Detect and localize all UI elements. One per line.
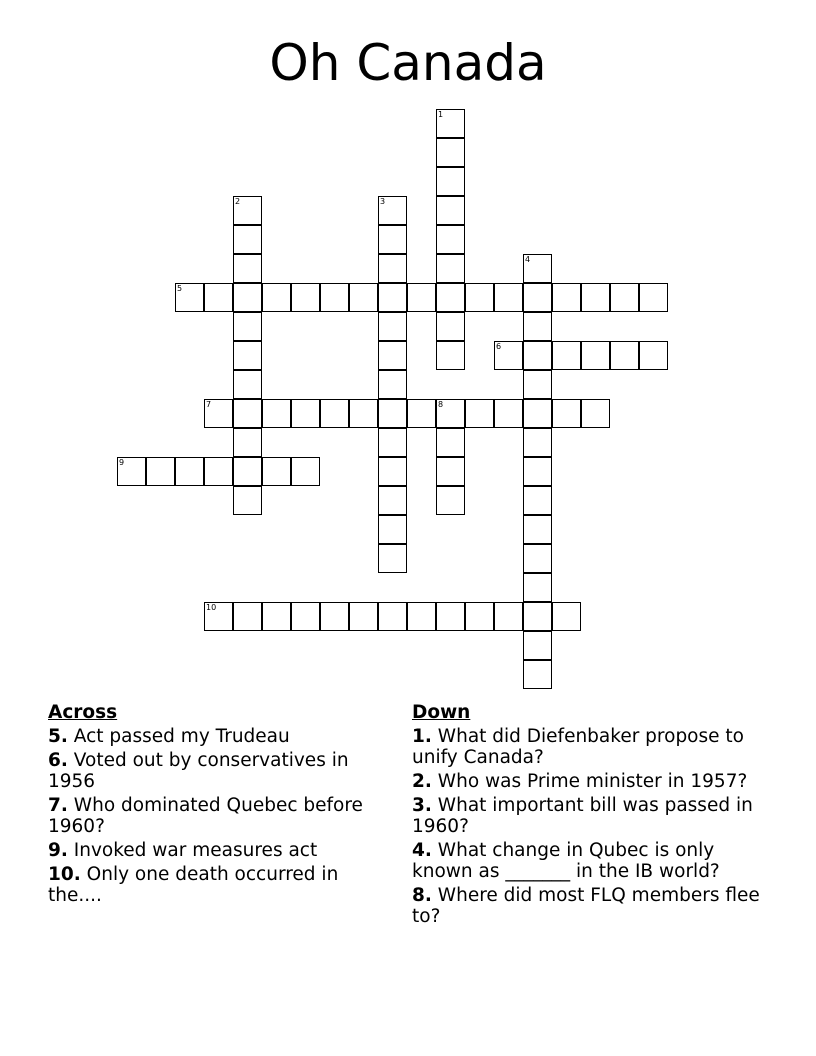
grid-cell[interactable] [262,602,291,631]
clue-across-6 [48,750,388,792]
grid-cell[interactable] [436,138,465,167]
clue-number: 10. [48,864,81,885]
grid-cell[interactable] [581,341,610,370]
clue-number: 6. [48,750,68,771]
clue-number: 1. [412,726,432,747]
grid-cell[interactable] [407,399,436,428]
clue-text: Invoked war measures act [73,840,318,861]
grid-cell[interactable] [494,283,523,312]
grid-cell[interactable] [175,457,204,486]
grid-cell[interactable] [436,312,465,341]
down-heading: Down [412,702,471,723]
clue-number: 5. [48,726,68,747]
grid-cell[interactable] [378,428,407,457]
grid-cell[interactable] [262,457,291,486]
grid-cell[interactable] [233,312,262,341]
clue-text: Only one death occurred in the.... [48,864,339,906]
grid-cell[interactable] [610,283,639,312]
grid-cell[interactable] [523,660,552,689]
grid-cell[interactable] [523,399,552,428]
grid-cell[interactable] [523,515,552,544]
grid-cell[interactable] [320,399,349,428]
grid-cell[interactable] [204,283,233,312]
grid-cell[interactable] [291,283,320,312]
across-clues [48,702,388,909]
grid-cell[interactable] [407,283,436,312]
cell-number: 7 [206,400,212,409]
cell-number: 2 [235,197,241,206]
grid-cell[interactable] [262,399,291,428]
cell-number: 5 [177,284,183,293]
grid-cell[interactable] [378,515,407,544]
grid-cell[interactable] [639,341,668,370]
grid-cell[interactable] [378,370,407,399]
grid-cell[interactable] [378,602,407,631]
grid-cell[interactable] [436,254,465,283]
grid-cell[interactable] [436,167,465,196]
clue-text: Where did most FLQ members flee to? [412,885,760,927]
clue-text: What important bill was passed in 1960? [412,795,753,837]
grid-cell[interactable] [436,486,465,515]
grid-cell[interactable] [552,341,581,370]
grid-cell[interactable] [523,602,552,631]
grid-cell[interactable] [523,254,552,283]
clue-across-9 [48,840,388,861]
grid-cell[interactable] [233,428,262,457]
clue-number: 7. [48,795,68,816]
grid-cell[interactable] [175,283,204,312]
grid-cell[interactable] [436,341,465,370]
clue-text: Who dominated Quebec before 1960? [48,795,363,837]
grid-cell[interactable] [436,428,465,457]
clue-text: Who was Prime minister in 1957? [437,771,748,792]
clue-down-2 [412,771,762,792]
grid-cell[interactable] [146,457,175,486]
grid-cell[interactable] [465,399,494,428]
cell-number: 9 [119,458,125,467]
clue-down-3 [412,795,762,837]
cell-number: 6 [496,342,502,351]
grid-cell[interactable] [349,399,378,428]
grid-cell[interactable] [407,602,436,631]
grid-cell[interactable] [378,399,407,428]
grid-cell[interactable] [233,225,262,254]
grid-cell[interactable] [233,602,262,631]
grid-cell[interactable] [436,399,465,428]
clue-down-8 [412,885,762,927]
grid-cell[interactable] [552,399,581,428]
cell-number: 4 [525,255,531,264]
grid-cell[interactable] [291,602,320,631]
grid-cell[interactable] [378,225,407,254]
grid-cell[interactable] [523,312,552,341]
grid-cell[interactable] [233,486,262,515]
across-heading: Across [48,702,118,723]
grid-cell[interactable] [378,486,407,515]
cell-number: 8 [438,400,444,409]
grid-cell[interactable] [349,283,378,312]
grid-cell[interactable] [436,109,465,138]
grid-cell[interactable] [523,486,552,515]
clue-number: 2. [412,771,432,792]
grid-cell[interactable] [233,399,262,428]
grid-cell[interactable] [465,602,494,631]
cell-number: 10 [206,603,217,612]
grid-cell[interactable] [204,399,233,428]
grid-cell[interactable] [581,399,610,428]
grid-cell[interactable] [523,283,552,312]
grid-cell[interactable] [523,573,552,602]
grid-cell[interactable] [233,370,262,399]
grid-cell[interactable] [610,341,639,370]
grid-cell[interactable] [233,341,262,370]
clue-across-7 [48,795,388,837]
grid-cell[interactable] [320,602,349,631]
grid-cell[interactable] [204,457,233,486]
grid-cell[interactable] [378,283,407,312]
grid-cell[interactable] [436,283,465,312]
clue-across-5 [48,726,388,747]
grid-cell[interactable] [262,283,291,312]
grid-cell[interactable] [436,457,465,486]
grid-cell[interactable] [523,457,552,486]
grid-cell[interactable] [436,225,465,254]
grid-cell[interactable] [523,341,552,370]
grid-cell[interactable] [233,457,262,486]
cell-number: 1 [438,110,444,119]
grid-cell[interactable] [378,544,407,573]
grid-cell[interactable] [639,283,668,312]
grid-cell[interactable] [204,602,233,631]
cell-number: 3 [380,197,386,206]
grid-cell[interactable] [523,428,552,457]
grid-cell[interactable] [378,254,407,283]
grid-cell[interactable] [378,457,407,486]
clue-down-4 [412,840,762,882]
grid-cell[interactable] [523,370,552,399]
clue-down-1 [412,726,762,768]
grid-cell[interactable] [581,283,610,312]
grid-cell[interactable] [291,457,320,486]
clue-text: Act passed my Trudeau [73,726,290,747]
grid-cell[interactable] [552,283,581,312]
grid-cell[interactable] [117,457,146,486]
grid-cell[interactable] [465,283,494,312]
grid-cell[interactable] [320,283,349,312]
grid-cell[interactable] [523,544,552,573]
grid-cell[interactable] [291,399,320,428]
clue-number: 9. [48,840,68,861]
grid-cell[interactable] [494,399,523,428]
puzzle-title: Oh Canada [269,34,547,92]
grid-cell[interactable] [436,196,465,225]
grid-cell[interactable] [349,602,378,631]
grid-cell[interactable] [494,341,523,370]
grid-cell[interactable] [233,254,262,283]
grid-cell[interactable] [378,312,407,341]
clue-number: 8. [412,885,432,906]
grid-cell[interactable] [233,283,262,312]
down-clues [412,702,762,930]
grid-cell[interactable] [494,602,523,631]
grid-cell[interactable] [523,631,552,660]
clue-across-10 [48,864,388,906]
clue-text: Voted out by conservatives in 1956 [48,750,349,792]
clue-number: 4. [412,840,432,861]
grid-cell[interactable] [552,602,581,631]
clue-number: 3. [412,795,432,816]
grid-cell[interactable] [378,196,407,225]
clue-text: What change in Qubec is only known as _______ in the IB world? [412,840,720,882]
grid-cell[interactable] [378,341,407,370]
grid-cell[interactable] [233,196,262,225]
grid-cell[interactable] [436,602,465,631]
clue-text: What did Diefenbaker propose to unify Canada? [412,726,744,768]
